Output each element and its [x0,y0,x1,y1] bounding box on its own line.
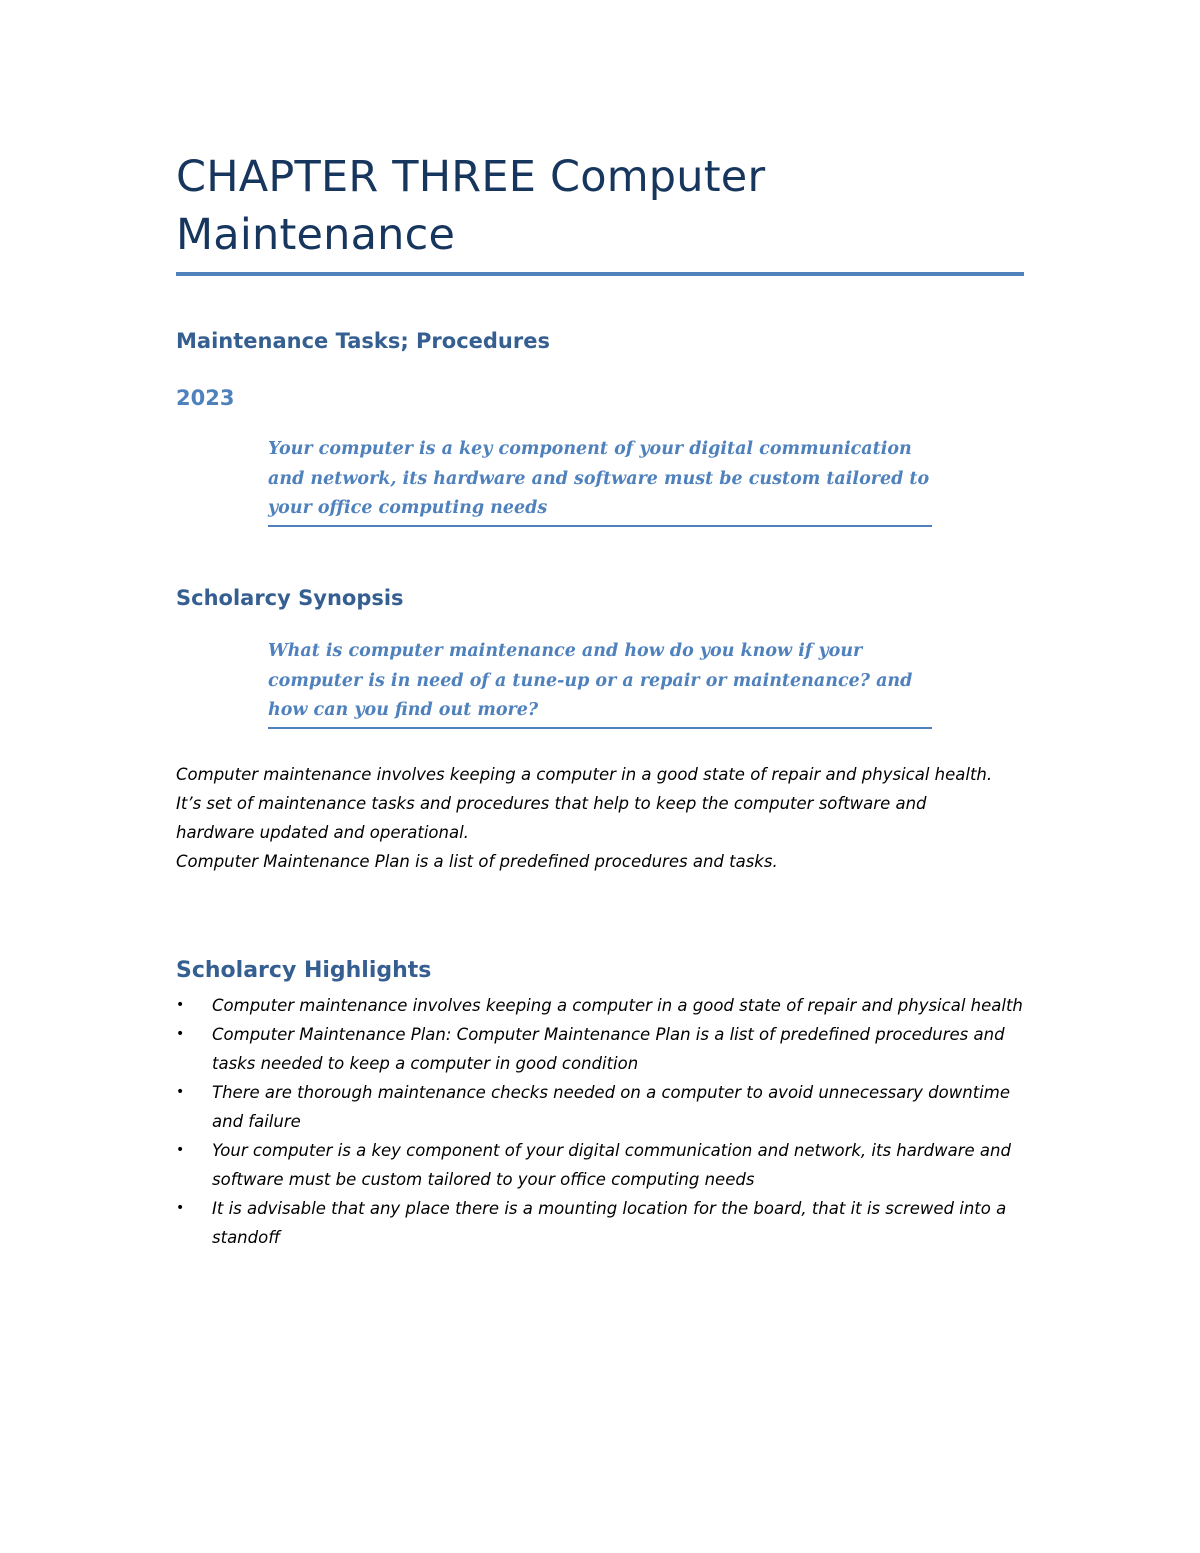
synopsis-paragraph: Computer Maintenance Plan is a list of predefined procedures and tasks. [176,852,778,871]
bullet-icon: • [176,1200,185,1216]
synopsis-paragraph: Computer maintenance involves keeping a computer in a good state of repair and physical health. [176,765,993,784]
bullet-icon: • [176,1142,185,1158]
bullet-icon: • [176,1084,185,1100]
bullet-icon: • [176,997,185,1013]
intro-quote: Your computer is a key component of your digital communication and network, its hardware and software must be custom tailored to your office computing needs [268,439,930,518]
synopsis-quote: What is computer maintenance and how do you know if your computer is in need of a tune-up or a repair or maintenance? and how can you find out more? [268,641,913,720]
synopsis-body [176,760,1006,876]
year-heading: 2023 [176,386,235,410]
list-item [176,1020,1026,1078]
synopsis-quote-divider [268,727,932,729]
synopsis-heading: Scholarcy Synopsis [176,586,404,610]
bullet-icon: • [176,1026,185,1042]
list-item [176,991,1026,1020]
synopsis-paragraph: It’s set of maintenance tasks and procedures that help to keep the computer software and hardware updated and operational. [176,794,927,842]
intro-quote-divider [268,525,932,527]
highlights-list [176,991,1026,1252]
list-item-text: Your computer is a key component of your digital communication and network, its hardware and software must be custom tailored to your office computing needs [212,1141,1011,1189]
list-item-text: Computer Maintenance Plan: Computer Maintenance Plan is a list of predefined procedures and tasks needed to keep a computer in good condition [212,1025,1005,1073]
subtitle-heading: Maintenance Tasks; Procedures [176,329,550,353]
list-item [176,1078,1026,1136]
list-item-text: There are thorough maintenance checks needed on a computer to avoid unnecessary downtime and failure [212,1083,1010,1131]
title-divider [176,272,1024,276]
list-item [176,1136,1026,1194]
list-item [176,1194,1026,1252]
list-item-text: Computer maintenance involves keeping a computer in a good state of repair and physical health [212,996,1023,1015]
page-title: CHAPTER THREE Computer Maintenance [176,152,766,260]
highlights-heading: Scholarcy Highlights [176,958,432,983]
list-item-text: It is advisable that any place there is a mounting location for the board, that it is screwed into a standoff [212,1199,1007,1247]
